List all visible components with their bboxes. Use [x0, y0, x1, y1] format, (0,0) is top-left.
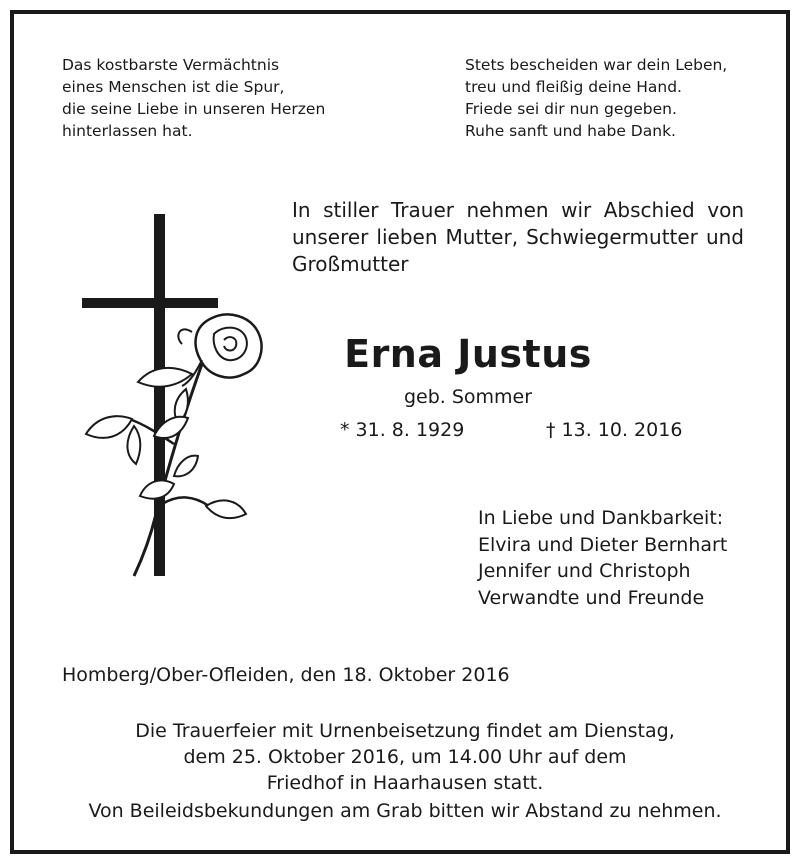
- deceased-name: Erna Justus: [344, 332, 592, 376]
- poem-right: [465, 54, 727, 142]
- death-date: † 13. 10. 2016: [546, 419, 683, 441]
- poem-left: [62, 54, 325, 142]
- service-announcement: [44, 718, 766, 796]
- service-line: dem 25. Oktober 2016, um 14.00 Uhr auf dem: [183, 746, 627, 768]
- place-date: Homberg/Ober-Ofleiden, den 18. Oktober 2016: [62, 664, 510, 686]
- obituary-frame: [10, 10, 790, 854]
- poem-right-line: Ruhe sanft und habe Dank.: [465, 122, 676, 140]
- poem-right-line: treu und fleißig deine Hand.: [465, 78, 682, 96]
- birth-name: geb. Sommer: [403, 386, 533, 408]
- signers-block: [478, 505, 727, 611]
- birth-date: * 31. 8. 1929: [340, 419, 465, 441]
- signer-name: Verwandte und Freunde: [478, 586, 705, 609]
- service-line: Friedhof in Haarhausen statt.: [266, 772, 544, 794]
- signer-name: Jennifer und Christoph: [478, 560, 691, 582]
- poem-left-line: hinterlassen hat.: [62, 122, 193, 140]
- condolence-notice: Von Beileidsbekundungen am Grab bitten wir Abstand zu nehmen.: [88, 800, 722, 822]
- cross-with-rose-icon: [74, 214, 264, 594]
- poem-left-line: Das kostbarste Vermächtnis: [62, 56, 280, 74]
- poem-right-line: Stets bescheiden war dein Leben,: [465, 56, 728, 74]
- service-line: Die Trauerfeier mit Urnenbeisetzung findet am Dienstag,: [135, 720, 675, 742]
- poem-right-line: Friede sei dir nun gegeben.: [465, 100, 677, 118]
- poem-left-line: eines Menschen ist die Spur,: [62, 78, 285, 96]
- signers-heading: In Liebe und Dankbarkeit:: [478, 507, 724, 529]
- poem-left-line: die seine Liebe in unseren Herzen: [62, 100, 326, 118]
- intro-text: In stiller Trauer nehmen wir Abschied von unserer lieben Mutter, Schwiegermutter und Großmutter: [292, 198, 744, 276]
- signer-name: Elvira und Dieter Bernhart: [478, 533, 728, 556]
